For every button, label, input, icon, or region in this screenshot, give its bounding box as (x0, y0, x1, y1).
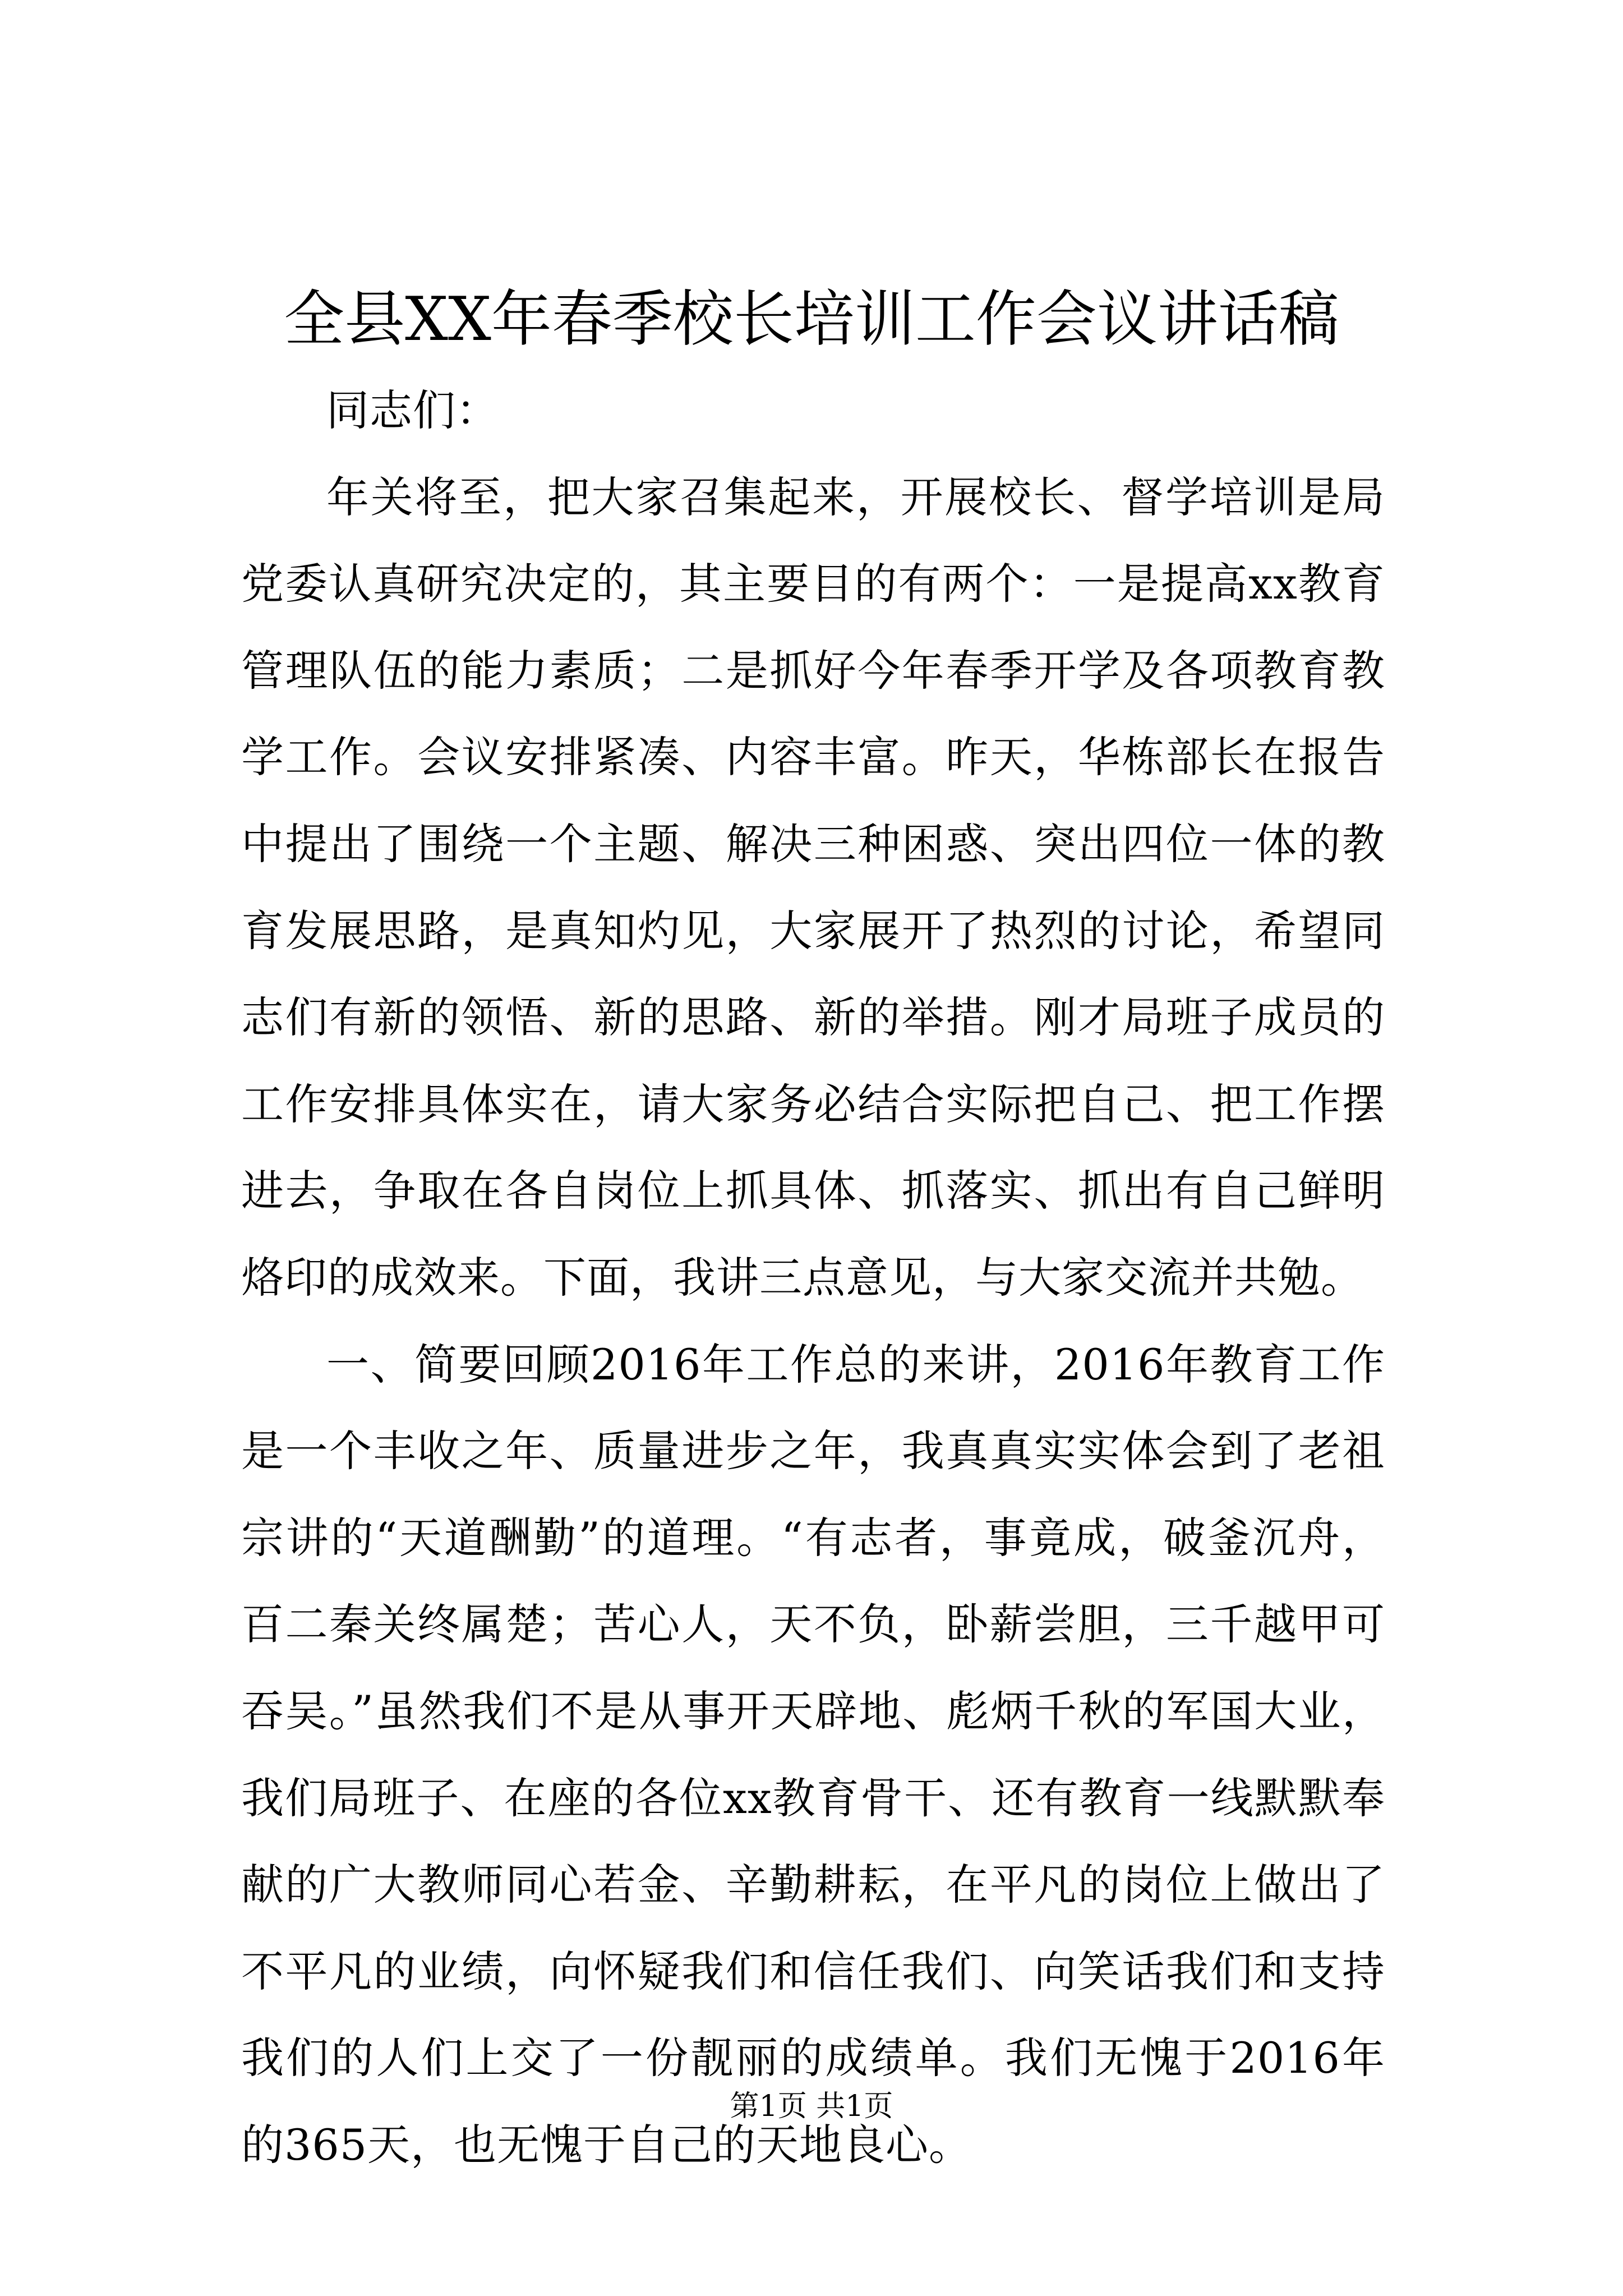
page-footer: 第1页 共1页 (730, 2090, 893, 2123)
intro-paragraph: 年关将至，把大家召集起来，开展校长、督学培训是局党委认真研究决定的，其主要目的有两个：一是提高xx教育管理队伍的能力素质；二是抓好今年春季开学及各项教育教学工作。会议安排紧凑、内容丰富。昨天，华栋部长在报告中提出了围绕一个主题、解决三种困惑、突出四位一体的教育发展思路，是真知灼见，大家展开了热烈的讨论，希望同志们有新的领悟、新的思路、新的举措。刚才局班子成员的工作安排具体实在，请大家务必结合实际把自己、把工作摆进去，争取在各自岗位上抓具体、抓落实、抓出有自己鲜明烙印的成效来。下面，我讲三点意见，与大家交流并共勉。 (241, 472, 1385, 1303)
review-paragraph: 一、简要回顾2016年工作总的来讲，2016年教育工作是一个丰收之年、质量进步之年，我真真实实体会到了老祖宗讲的“天道酬勤”的道理。“有志者，事竟成，破釜沉舟，百二秦关终属楚；苦心人，天不负，卧薪尝胆，三千越甲可吞吴。”虽然我们不是从事开天辟地、彪炳千秋的军国大业，我们局班子、在座的各位xx教育骨干、还有教育一线默默奉献的广大教师同心若金、辛勤耕耘，在平凡的岗位上做出了不平凡的业绩，向怀疑我们和信任我们、向笑话我们和支持我们的人们上交了一份靓丽的成绩单。我们无愧于2016年的365天，也无愧于自己的天地良心。 (241, 1339, 1385, 2170)
document-body (241, 367, 1385, 2188)
salutation-paragraph: 同志们： (326, 385, 499, 435)
document-title: 全县XX年春季校长培训工作会议讲话稿 (284, 284, 1339, 355)
